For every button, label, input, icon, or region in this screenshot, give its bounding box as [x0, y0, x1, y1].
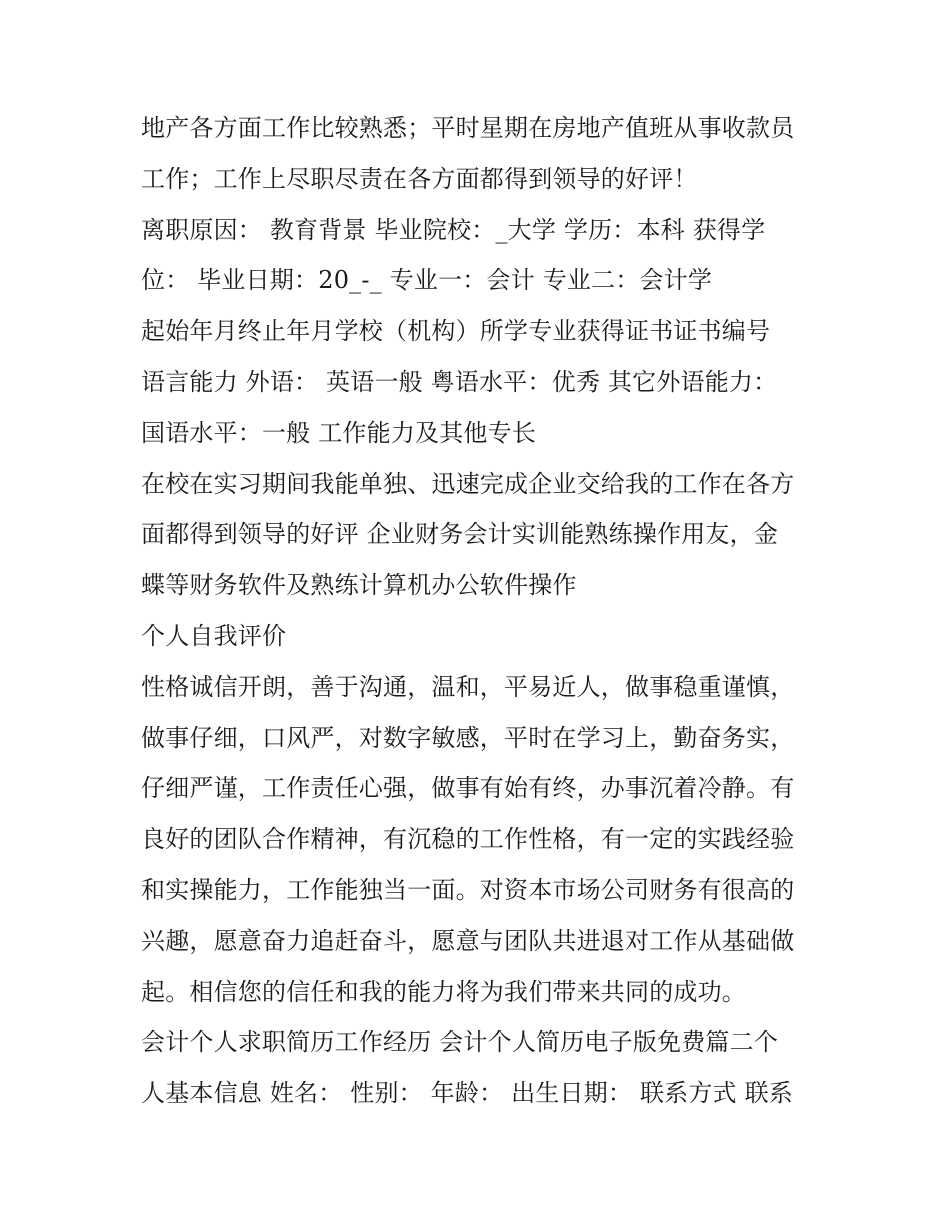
text-line: 性格诚信开朗，善于沟通，温和，平易近人，做事稳重谨慎， — [141, 672, 795, 701]
text-line: 面都得到领导的好评 企业财务会计实训能熟练操作用友，金 — [141, 520, 779, 549]
text-line: 地产各方面工作比较熟悉；平时星期在房地产值班从事收款员 — [141, 114, 795, 142]
text-line: 良好的团队合作精神，有沉稳的工作性格，有一定的实践经验 — [141, 825, 795, 854]
text-line: 语言能力 外语： 英语一般 粤语水平：优秀 其它外语能力： — [141, 367, 778, 396]
text-line: 起始年月终止年月学校（机构）所学专业获得证书证书编号 — [141, 317, 771, 346]
text-line: 仔细严谨，工作责任心强，做事有始有终，办事沉着冷静。有 — [141, 774, 795, 803]
body-text — [141, 103, 821, 1119]
text-line: 蝶等财务软件及熟练计算机办公软件操作 — [141, 571, 577, 600]
text-line: 工作；工作上尽职尽责在各方面都得到领导的好评！ — [141, 164, 698, 193]
text-line: 位： 毕业日期：20_-_ 专业一：会计 专业二：会计学 — [141, 266, 713, 295]
text-line: 会计个人求职简历工作经历 会计个人简历电子版免费篇二个 — [141, 1028, 779, 1057]
text-line: 兴趣，愿意奋力追赶奋斗，愿意与团队共进退对工作从基础做 — [141, 926, 795, 955]
section-heading: 个人自我评价 — [141, 621, 287, 650]
text-line: 和实操能力，工作能独当一面。对资本市场公司财务有很高的 — [141, 875, 795, 904]
text-line: 起。相信您的信任和我的能力将为我们带来共同的成功。 — [141, 977, 746, 1006]
text-line: 做事仔细，口风严，对数字敏感，平时在学习上，勤奋务实， — [141, 723, 795, 752]
text-line: 国语水平：一般 工作能力及其他专长 — [141, 418, 537, 447]
text-line: 在校在实习期间我能单独、迅速完成企业交给我的工作在各方 — [141, 469, 795, 498]
text-line: 人基本信息 姓名： 性别： 年龄： 出生日期： 联系方式 联系 — [141, 1079, 793, 1108]
text-line: 离职原因： 教育背景 毕业院校：_大学 学历：本科 获得学 — [141, 215, 766, 244]
